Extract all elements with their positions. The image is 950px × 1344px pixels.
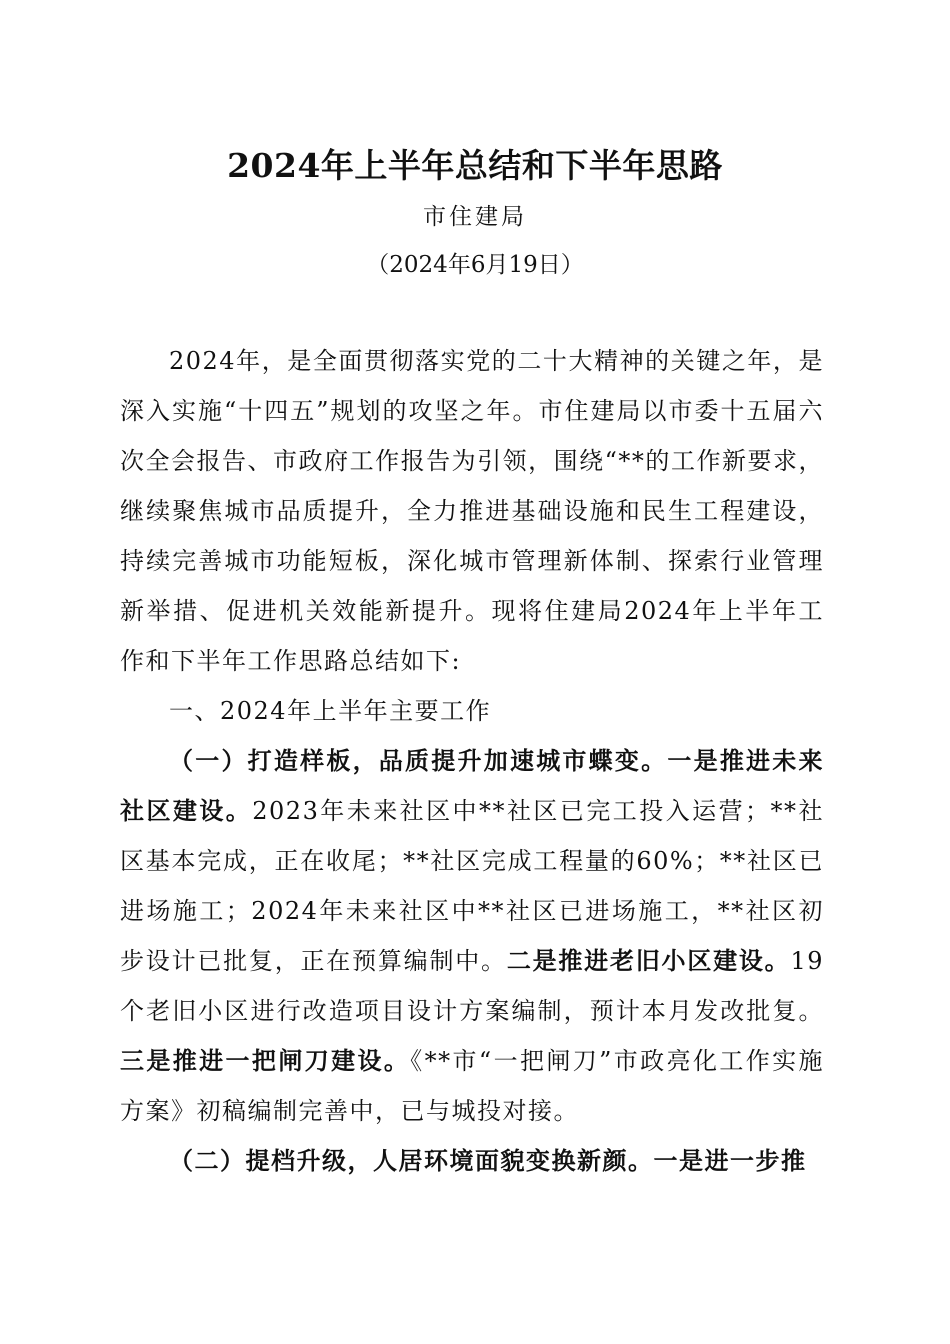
subsection-2-item-1-lead: 一是进一步推 <box>653 1146 807 1175</box>
item-2-lead: 二是推进老旧小区建设。 <box>506 946 791 975</box>
document-author: 市住建局 <box>423 204 527 230</box>
document-body <box>120 336 824 1186</box>
item-3-lead: 三是推进一把闸刀建设。 <box>120 1046 411 1075</box>
subsection-1-heading: （一）打造样板，品质提升加速城市蝶变。 <box>169 746 668 775</box>
subsection-2-paragraph <box>120 1136 824 1186</box>
item-1-lead: 一是推进未来社区建设。 <box>120 746 825 825</box>
item-2-text: 19个老旧小区进行改造项目设计方案编制，预计本月发改批复。 <box>120 947 825 1025</box>
item-1-text: 2023年未来社区中**社区已完工投入运营；**社区基本完成，正在收尾；**社区完成工程量的60%；**社区已进场施工；2024年未来社区中**社区已进场施工，**社区初步设计已批复，正在预算编制中。 <box>120 797 824 975</box>
document-date: （2024年6月19日） <box>366 252 584 278</box>
subsection-1-paragraph <box>120 736 824 1136</box>
subsection-2-heading: （二）提档升级，人居环境面貌变换新颜。 <box>169 1146 654 1175</box>
document-title: 2024年上半年总结和下半年思路 <box>227 146 723 185</box>
item-3-text: 《**市“一把闸刀”市政亮化工作实施方案》初稿编制完善中，已与城投对接。 <box>120 1047 824 1125</box>
intro-paragraph: 2024年，是全面贯彻落实党的二十大精神的关键之年，是深入实施“十四五”规划的攻坚之年。市住建局以市委十五届六次全会报告、市政府工作报告为引领，围绕“**的工作新要求，继续聚焦城市品质提升，全力推进基础设施和民生工程建设，持续完善城市功能短板，深化城市管理新体制、探索行业管理新举措、促进机关效能新提升。现将住建局2024年上半年工作和下半年工作思路总结如下: <box>120 347 824 675</box>
section-heading: 一、2024年上半年主要工作 <box>169 697 492 725</box>
